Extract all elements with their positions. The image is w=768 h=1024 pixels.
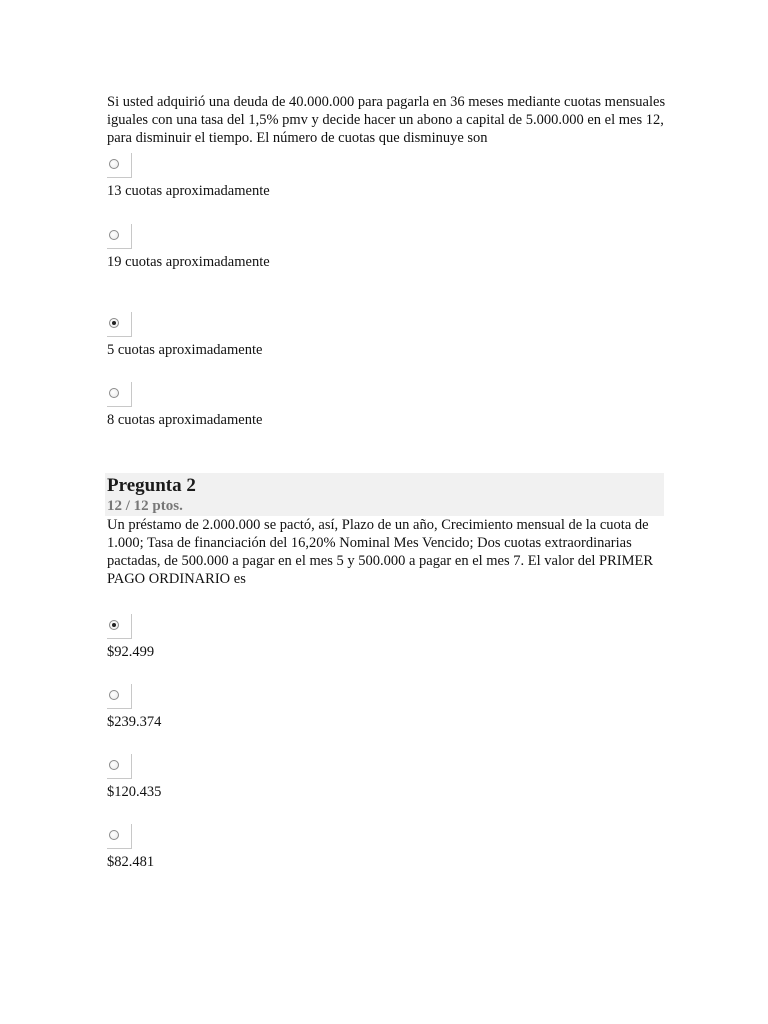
option-label-q2-3: $120.435 <box>107 784 162 800</box>
option-label-q1-2: 19 cuotas aproximadamente <box>107 254 270 270</box>
option-label-q1-4: 8 cuotas aproximadamente <box>107 412 263 428</box>
radio-button-q2-3[interactable] <box>109 760 119 770</box>
radio-button-q1-2[interactable] <box>109 230 119 240</box>
radio-button-q2-4[interactable] <box>109 830 119 840</box>
question-2-text: Un préstamo de 2.000.000 se pactó, así, Plazo de un año, Crecimiento mensual de la cuota de 1.000; Tasa de financiación del 16,20% Nominal Mes Vencido; Dos cuotas extraordinarias pactadas, de 500.000 a pagar en el mes 5 y 500.000 a pagar en el mes 7. El valor del PRIMER PAGO ORDINARIO es <box>107 517 654 587</box>
option-label-q1-1: 13 cuotas aproximadamente <box>107 183 270 199</box>
question-2-header <box>105 473 664 516</box>
option-label-q2-2: $239.374 <box>107 714 162 730</box>
question-2-title: Pregunta 2 <box>107 475 196 496</box>
radio-button-q1-4[interactable] <box>109 388 119 398</box>
question-2-points: 12 / 12 ptos. <box>107 498 183 514</box>
option-label-q2-1: $92.499 <box>107 644 155 660</box>
option-box-q2-1[interactable] <box>107 614 132 639</box>
option-label-q1-3: 5 cuotas aproximadamente <box>107 342 263 358</box>
question-1-text: Si usted adquirió una deuda de 40.000.000 para pagarla en 36 meses mediante cuotas mensuales iguales con una tasa del 1,5% pmv y decide hacer un abono a capital de 5.000.000 en el mes 12, para disminuir el tiempo. El número de cuotas que disminuye son <box>107 94 666 146</box>
option-box-q1-3[interactable] <box>107 312 132 337</box>
option-box-q2-3[interactable] <box>107 754 132 779</box>
option-box-q1-1[interactable] <box>107 153 132 178</box>
option-box-q1-2[interactable] <box>107 224 132 249</box>
radio-button-q2-2[interactable] <box>109 690 119 700</box>
option-label-q2-4: $82.481 <box>107 854 155 870</box>
option-box-q2-4[interactable] <box>107 824 132 849</box>
radio-button-q1-1[interactable] <box>109 159 119 169</box>
radio-button-q2-1[interactable] <box>109 620 119 630</box>
radio-button-q1-3[interactable] <box>109 318 119 328</box>
option-box-q1-4[interactable] <box>107 382 132 407</box>
option-box-q2-2[interactable] <box>107 684 132 709</box>
